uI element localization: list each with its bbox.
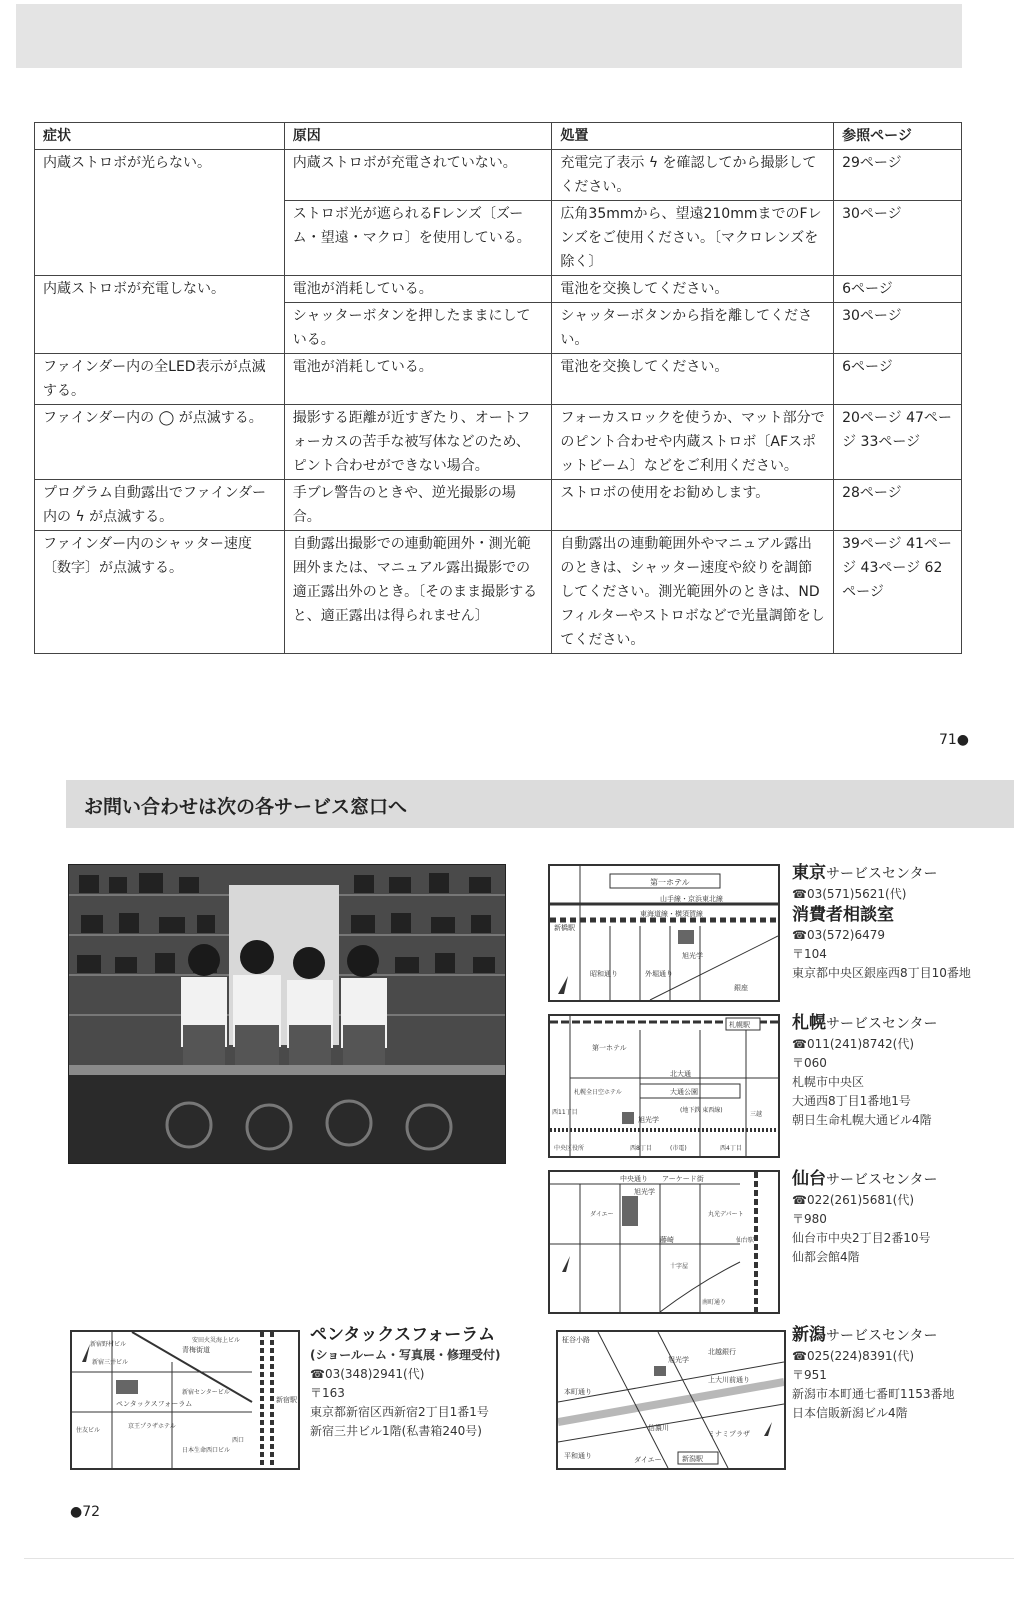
table-row — [35, 276, 962, 303]
map-label: 青梅街道 — [182, 1346, 210, 1354]
map-label: 丸光デパート — [708, 1211, 744, 1218]
table-row — [35, 480, 962, 531]
map-label: 新橋駅 — [554, 924, 575, 932]
map-label: 旭光学 — [634, 1188, 655, 1196]
table-row — [35, 354, 962, 405]
col-header-cause: 原因 — [284, 123, 552, 150]
cause-cell: 電池が消耗している。 — [284, 276, 552, 303]
map-label: 第一ホテル — [650, 878, 690, 887]
sendai-address-2: 仙都会館4階 — [792, 1250, 860, 1264]
map-label: 西口 — [232, 1437, 245, 1444]
sapporo-tel: ☎011(241)8742(代) — [792, 1037, 915, 1051]
map-label: アーケード街 — [662, 1175, 704, 1183]
niigata-map — [556, 1330, 786, 1470]
page-number-72: ●72 — [70, 1504, 101, 1520]
map-label: 新宿駅 — [276, 1396, 297, 1404]
niigata-map-drawing — [558, 1332, 784, 1468]
service-counter-photo — [68, 864, 506, 1164]
consumer-desk-tel: ☎03(572)6479 — [792, 928, 886, 942]
map-label: 北越銀行 — [708, 1348, 736, 1356]
symptom-cell: ファインダー内の ◯ が点滅する。 — [35, 405, 285, 480]
page-cell: 20ページ 47ページ 33ページ — [834, 405, 962, 480]
forum-address-2: 新宿三井ビル1階(私書箱240号) — [310, 1424, 482, 1438]
tokyo-tel: ☎03(571)5621(代) — [792, 887, 907, 901]
forum-subtitle: (ショールーム・写真展・修理受付) — [310, 1348, 501, 1362]
niigata-center-info — [792, 1324, 1012, 1423]
symptom-cell: 内蔵ストロボが充電しない。 — [35, 276, 285, 303]
map-label: 安田火災海上ビル — [192, 1337, 241, 1344]
map-label: 札幌全日空ホテル — [574, 1089, 622, 1096]
niigata-address-1: 新潟市本町通七番町1153番地 — [792, 1387, 955, 1401]
tokyo-map — [548, 864, 780, 1002]
tokyo-address: 東京都中央区銀座西8丁目10番地 — [792, 966, 971, 980]
page-cell: 28ページ — [834, 480, 962, 531]
map-label: ミナミプラザ — [708, 1430, 750, 1438]
niigata-address-2: 日本信販新潟ビル4階 — [792, 1406, 908, 1420]
map-label: 東海道線・横須賀線 — [640, 910, 703, 918]
map-label: 柾谷小路 — [562, 1336, 590, 1344]
remedy-cell: フォーカスロックを使うか、マット部分でのピント合わせや内蔵ストロボ〔AFスポットビーム〕などをご利用ください。 — [552, 405, 834, 480]
cause-cell: ストロボ光が遮られるFレンズ〔ズーム・望遠・マクロ〕を使用している。 — [284, 201, 552, 276]
forum-address-1: 東京都新宿区西新宿2丁目1番1号 — [310, 1405, 489, 1419]
remedy-cell: 充電完了表示 ϟ を確認してから撮影してください。 — [552, 150, 834, 201]
niigata-zip: 〒951 — [792, 1368, 827, 1382]
symptom-cell — [35, 201, 285, 276]
sendai-center-info — [792, 1168, 1012, 1267]
page-cell: 6ページ — [834, 276, 962, 303]
forum-map-drawing — [72, 1332, 298, 1468]
sapporo-center-name: 札幌サービスセンター — [792, 1013, 938, 1033]
remedy-cell: ストロボの使用をお勧めします。 — [552, 480, 834, 531]
page-number-71: 71● — [938, 732, 969, 748]
table-row — [35, 303, 962, 354]
col-header-remedy: 処置 — [552, 123, 834, 150]
table-row — [35, 150, 962, 201]
map-label: ダイエー — [634, 1456, 662, 1464]
sendai-center-name: 仙台サービスセンター — [792, 1169, 938, 1189]
remedy-cell: 電池を交換してください。 — [552, 276, 834, 303]
sapporo-address-2: 大通西8丁目1番地1号 — [792, 1094, 911, 1108]
header-band — [16, 4, 962, 68]
sapporo-address-1: 札幌市中央区 — [792, 1075, 865, 1089]
map-label: (市電) — [670, 1145, 687, 1152]
map-label: 中央通り — [620, 1175, 648, 1183]
map-label: 新宿野村ビル — [90, 1341, 127, 1348]
remedy-cell: 自動露出の連動範囲外やマニュアル露出のときは、シャッター速度や絞りを調節してください。測光範囲外のときは、NDフィルターやストロボなどで光量調節をしてください。 — [552, 531, 834, 654]
map-label: 信濃川 — [648, 1424, 669, 1432]
sendai-map-drawing — [550, 1172, 778, 1312]
map-label: 新潟駅 — [682, 1455, 703, 1463]
map-label: 山手線・京浜東北線 — [660, 895, 723, 903]
col-header-symptom: 症状 — [35, 123, 285, 150]
forum-info — [310, 1324, 570, 1441]
cause-cell: 撮影する距離が近すぎたり、オートフォーカスの苦手な被写体などのため、ピント合わせができない場合。 — [284, 405, 552, 480]
map-label: 昭和通り — [590, 970, 618, 978]
table-row — [35, 201, 962, 276]
map-label: 新宿三井ビル — [92, 1359, 129, 1366]
page-cell: 29ページ — [834, 150, 962, 201]
table-header-row — [35, 123, 962, 150]
section-title: お問い合わせは次の各サービス窓口へ — [84, 796, 408, 818]
tokyo-center-name: 東京サービスセンター — [792, 863, 938, 883]
forum-name: ペンタックスフォーラム — [310, 1325, 496, 1345]
forum-zip: 〒163 — [310, 1386, 345, 1400]
map-label: 南町通り — [702, 1299, 727, 1306]
map-label: 中央区役所 — [554, 1145, 585, 1152]
sendai-tel: ☎022(261)5681(代) — [792, 1193, 915, 1207]
table-row — [35, 531, 962, 654]
tokyo-zip: 〒104 — [792, 947, 827, 961]
map-label: 三越 — [750, 1111, 763, 1118]
map-label: 大通公園 — [670, 1088, 698, 1096]
bottom-divider — [24, 1558, 1014, 1559]
section-band — [66, 780, 1014, 828]
photo-illustration — [69, 865, 505, 1163]
cause-cell: 内蔵ストロボが充電されていない。 — [284, 150, 552, 201]
cause-cell: 電池が消耗している。 — [284, 354, 552, 405]
map-label: 旭光学 — [682, 952, 703, 960]
map-label: 藤崎 — [660, 1236, 674, 1244]
sapporo-address-3: 朝日生命札幌大通ビル4階 — [792, 1113, 932, 1127]
map-label: 西4丁目 — [720, 1145, 742, 1152]
forum-map — [70, 1330, 300, 1470]
cause-cell: 自動露出撮影での連動範囲外・測光範囲外または、マニュアル露出撮影での適正露出外のとき。〔そのまま撮影すると、適正露出は得られません〕 — [284, 531, 552, 654]
map-label: 平和通り — [564, 1452, 592, 1460]
remedy-cell: 電池を交換してください。 — [552, 354, 834, 405]
cause-cell: 手ブレ警告のときや、逆光撮影の場合。 — [284, 480, 552, 531]
page-cell: 30ページ — [834, 201, 962, 276]
symptom-cell: 内蔵ストロボが光らない。 — [35, 150, 285, 201]
page-cell: 30ページ — [834, 303, 962, 354]
map-label: ダイエー — [590, 1211, 614, 1218]
sapporo-map-drawing — [550, 1016, 778, 1156]
map-label: (地下鉄 東西線) — [680, 1107, 723, 1114]
map-label: 西8丁目 — [630, 1145, 652, 1152]
sapporo-map — [548, 1014, 780, 1158]
symptom-cell: ファインダー内の全LED表示が点滅する。 — [35, 354, 285, 405]
table-row — [35, 405, 962, 480]
symptom-cell: ファインダー内のシャッター速度〔数字〕が点滅する。 — [35, 531, 285, 654]
map-label: 旭光学 — [668, 1356, 689, 1364]
map-label: 十字屋 — [670, 1263, 689, 1270]
map-label: 上大川前通り — [708, 1376, 750, 1384]
map-label: 仙台駅 — [736, 1237, 755, 1244]
remedy-cell: 広角35mmから、望遠210mmまでのFレンズをご使用ください。〔マクロレンズを除く〕 — [552, 201, 834, 276]
sendai-address-1: 仙台市中央2丁目2番10号 — [792, 1231, 931, 1245]
symptom-cell: プログラム自動露出でファインダー内の ϟ が点滅する。 — [35, 480, 285, 531]
map-label: 札幌駅 — [729, 1021, 750, 1029]
cause-cell: シャッターボタンを押したままにしている。 — [284, 303, 552, 354]
map-label: 第一ホテル — [592, 1044, 627, 1052]
map-label: 西11丁目 — [552, 1109, 578, 1116]
niigata-tel: ☎025(224)8391(代) — [792, 1349, 915, 1363]
troubleshooting-table — [34, 122, 962, 654]
remedy-cell: シャッターボタンから指を離してください。 — [552, 303, 834, 354]
map-label: 外堀通り — [645, 970, 673, 978]
page-cell: 39ページ 41ページ 43ページ 62ページ — [834, 531, 962, 654]
sapporo-zip: 〒060 — [792, 1056, 827, 1070]
map-label: ペンタックスフォーラム — [116, 1400, 193, 1408]
map-label: 住友ビル — [76, 1427, 101, 1434]
sapporo-center-info — [792, 1012, 1012, 1130]
map-label: 銀座 — [734, 984, 748, 992]
forum-tel: ☎03(348)2941(代) — [310, 1367, 425, 1381]
consumer-desk-name: 消費者相談室 — [792, 905, 894, 925]
map-label: 旭光学 — [638, 1116, 659, 1124]
map-label: 本町通り — [564, 1388, 592, 1396]
sendai-map — [548, 1170, 780, 1314]
symptom-cell — [35, 303, 285, 354]
tokyo-center-info — [792, 862, 1012, 983]
niigata-center-name: 新潟サービスセンター — [792, 1325, 938, 1345]
tokyo-map-drawing — [550, 866, 778, 1000]
page-cell: 6ページ — [834, 354, 962, 405]
map-label: 日本生命西口ビル — [182, 1447, 231, 1454]
map-label: 京王プラザホテル — [128, 1423, 176, 1430]
sendai-zip: 〒980 — [792, 1212, 827, 1226]
map-label: 新宿センタービル — [182, 1389, 230, 1396]
col-header-page: 参照ページ — [834, 123, 962, 150]
map-label: 北大通 — [670, 1070, 691, 1078]
